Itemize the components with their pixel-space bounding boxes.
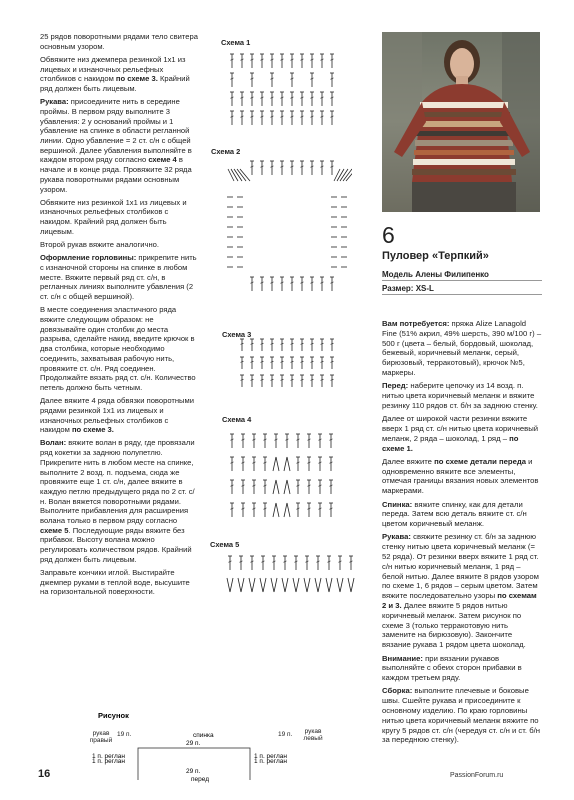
text: вяжите волан в ряду, где провязали ряд кокетки за заднюю полупетлю. Прикрепите нить в любом месте на спинке, выполните 2 возд. п. подъема, сюда же провяжите еще 1 ст. с/н, далее вяжите в каждую петлю предыдущего ряда по 2 ст. с/н. Волан вяжется поворотными рядами. Выполните прибавления для расширения волана только в первом ряду согласно xyxy=(40,438,195,526)
stitch-mark xyxy=(227,578,230,592)
stitch-mark xyxy=(276,480,279,494)
bold-text: Волан: xyxy=(40,438,67,448)
stitch-mark xyxy=(318,578,321,592)
text: 25 рядов поворотными рядами тело свитера основным узором. xyxy=(40,32,198,51)
text: Крайний ряд должен быть лицевым. xyxy=(40,74,190,94)
scheme-5-title: Схема 5 xyxy=(210,540,240,549)
stitch-mark xyxy=(273,503,276,517)
pattern-sleeve-left: рукав левый xyxy=(303,728,323,742)
size-value: XS-L xyxy=(413,284,434,293)
stitch-mark xyxy=(252,578,255,592)
paragraph xyxy=(382,500,542,529)
stitch-mark xyxy=(287,480,290,494)
text: . Последующие ряды вяжите без прибавок. Высоту волана можно регулировать количеством рядов. Крайний ряд должен быть лицевым. xyxy=(40,525,192,564)
text: свяжите резинку ст. б/н за заднюю стенку нитью цвета коричневый меланж (= 52 ряда). От резинки вверх вяжите 1 ряд ст. с/н нитью коричневый меланж, 1 ряд – белой нитью. Далее вяжите 8 рядов узором по схеме 1, 6 рядов – серым цветом. Затем вяжите последовательно узоры xyxy=(382,532,539,601)
bold-text: по схеме 3. xyxy=(71,425,114,435)
text: при вязании рукавов выполняйте с обеих сторон прибавки в каждом третьем ряду. xyxy=(382,653,522,683)
stitch-mark xyxy=(334,169,340,181)
text: в начале и в конце ряда. Провяжите 32 ряда рукава поворотными рядами основным узором. xyxy=(40,155,192,194)
stitch-mark xyxy=(284,480,287,494)
text: Заправьте кончики иглой. Выстирайте джемпер руками в теплой воде, высушите на горизонтальной поверхности. xyxy=(40,568,190,597)
text: Обвяжите низ джемпера резинкой 1х1 из лицевых и изнаночных рельефных столбиков с накидом xyxy=(40,54,186,84)
pattern-left-bottom: 1 п. реглан xyxy=(92,758,126,765)
stitch-mark xyxy=(284,457,287,471)
stitch-mark xyxy=(241,578,244,592)
paragraph xyxy=(40,253,200,302)
pattern-diagram-lower xyxy=(88,755,328,800)
paragraph xyxy=(40,97,200,194)
article-size xyxy=(382,284,434,293)
stitch-mark xyxy=(273,480,276,494)
bold-text: схеме 4 xyxy=(148,155,177,165)
stitch-mark xyxy=(273,457,276,471)
pattern-front-label: перед xyxy=(191,776,210,783)
bold-text: по схеме детали переда xyxy=(434,456,526,466)
bold-text: Вам потребуется: xyxy=(382,319,450,328)
paragraph xyxy=(382,457,542,496)
text: вяжите спинку, как для детали переда. Затем всю деталь вяжите ст. с/н цветом коричневый меланж. xyxy=(382,499,527,529)
pattern-right-bottom: 1 п. реглан xyxy=(254,758,288,765)
article-model: Модель Алены Филипенко xyxy=(382,270,489,279)
scheme-3-chart xyxy=(238,335,348,395)
stitch-mark xyxy=(260,578,263,592)
paragraph xyxy=(382,319,542,378)
text: Далее вяжите xyxy=(382,456,435,466)
stitch-mark xyxy=(348,578,351,592)
text: наберите цепочку из 14 возд. п. нитью цвета коричневый меланж и вяжите резинку 110 рядов ст. б/н за заднюю стенку. xyxy=(382,381,538,410)
text: Второй рукав вяжите аналогично. xyxy=(40,240,160,250)
scheme-2-title: Схема 2 xyxy=(211,147,241,156)
stitch-mark xyxy=(230,578,233,592)
bold-text: Рукава: xyxy=(382,532,411,542)
text: Далее от широкой части резинки вяжите вверх 1 ряд ст. с/н нитью цвета коричневый меланж, 2 ряда – шоколад, 1 ряд – xyxy=(382,414,539,443)
model-photo xyxy=(382,32,540,212)
stitch-mark xyxy=(284,503,287,517)
stitch-mark xyxy=(326,578,329,592)
stitch-mark xyxy=(228,169,234,181)
pattern-right-top: 1 п. реглан xyxy=(254,753,288,760)
article-title: Пуловер «Терпкий» xyxy=(382,250,489,262)
paragraph xyxy=(382,414,542,453)
pattern-left-top: 1 п. реглан xyxy=(92,753,126,760)
text: Обвяжите низ резинкой 1х1 из лицевых и изнаночных рельефных столбиков с накидом. Крайний ряд должен быть лицевым. xyxy=(40,197,187,236)
pattern-right-count: 19 п. xyxy=(278,731,293,738)
stitch-mark xyxy=(263,578,266,592)
paragraph xyxy=(40,32,200,51)
stitch-mark xyxy=(287,457,290,471)
paragraph xyxy=(382,654,542,683)
bold-text: Перед: xyxy=(382,381,409,391)
stitch-mark xyxy=(249,578,252,592)
stitch-mark xyxy=(340,578,343,592)
scheme-4-title: Схема 4 xyxy=(222,415,252,424)
paragraph xyxy=(40,568,200,597)
stitch-mark xyxy=(329,578,332,592)
text: пряжа Alize Lanagold Fine (51% акрил, 49% шерсть, 390 м/100 г) – 500 г (цвета – белый, бордовый, шоколад, бежевый, коричневый меланж, серый, бирюзовый, терракотовый), крючок №5, маркеры. xyxy=(382,319,542,377)
stitch-mark xyxy=(337,169,344,181)
stitch-mark xyxy=(293,578,296,592)
paragraph xyxy=(40,396,200,435)
stitch-mark xyxy=(315,578,318,592)
text: Далее вяжите 4 ряда обвязки поворотными рядами резинкой 1х1 из лицевых и изнаночных рельефных столбиков с накидом xyxy=(40,396,194,435)
bold-text: схеме 5 xyxy=(40,525,69,535)
stitch-mark xyxy=(307,578,310,592)
page-number: 16 xyxy=(38,768,51,780)
text: выполните плечевые и боковые швы. Сшейте рукава и присоедините к основному изделию. По краю горловины нитью цвета коричневый меланж вяжите по кругу 5 рядов ст. с/н (чередуя ст. с/н и ст. б/н за переднюю стенку). xyxy=(382,686,540,745)
bold-text: Рукава: xyxy=(40,97,69,107)
bold-text: Спинка: xyxy=(382,499,413,509)
pattern-bottom-count: 29 п. xyxy=(186,768,201,775)
article-number: 6 xyxy=(382,222,395,248)
stitch-mark xyxy=(282,578,285,592)
stitch-mark xyxy=(337,578,340,592)
pattern-sleeve-right: рукав правый xyxy=(89,730,113,744)
scheme-3-title: Схема 3 xyxy=(222,330,252,339)
paragraph xyxy=(40,438,200,564)
size-label: Размер: xyxy=(382,284,414,293)
stitch-mark xyxy=(271,578,274,592)
stitch-mark xyxy=(287,503,290,517)
bold-text: по схеме 3. xyxy=(115,74,158,84)
bold-text: Сборка: xyxy=(382,686,413,696)
pattern-left-count: 19 п. xyxy=(117,731,132,738)
stitch-mark xyxy=(238,578,241,592)
stitch-mark xyxy=(274,578,277,592)
paragraph xyxy=(382,532,542,650)
text: прикрепите нить с изнаночной стороны на спинке в любом месте. Вяжите первый ряд ст. с/н, в регланных линиях выполните убавления (2 ст. с/н с общей вершиной). xyxy=(40,253,197,302)
paragraph xyxy=(382,381,542,410)
pattern-top-count: 29 п. xyxy=(186,740,201,747)
scheme-1-title: Схема 1 xyxy=(221,38,251,47)
text: Далее вяжите 5 рядов нитью коричневый меланж. Затем рисунок по схеме 3 (только терракотовую нить замените на бирюзовую). Закончите вязание рукава 1 рядом цвета шоколад. xyxy=(382,601,526,650)
watermark: PassionForum.ru xyxy=(450,772,504,779)
scheme-1-chart xyxy=(226,50,346,130)
paragraph xyxy=(40,305,200,392)
paragraph xyxy=(40,198,200,237)
bold-text: Внимание: xyxy=(382,653,423,663)
scheme-5-chart xyxy=(226,552,366,612)
paragraph xyxy=(382,686,542,745)
right-text-column xyxy=(382,319,542,749)
pattern-title: Рисунок xyxy=(98,711,129,720)
bold-text: по схемам 2 и 3. xyxy=(382,591,537,611)
paragraph xyxy=(40,240,200,250)
pattern-back-label: спинка xyxy=(193,732,214,739)
stitch-mark xyxy=(276,503,279,517)
scheme-4-chart xyxy=(226,430,346,530)
divider xyxy=(382,294,542,295)
bold-text: по схеме 1. xyxy=(382,433,519,453)
divider xyxy=(382,280,542,281)
text: В месте соединения эластичного ряда вяжите следующим образом: не довязывайте один столбик до места разрыва, сделайте накид, введите крючок в два столбика, которые необходимо соединить, захватывая рабочую нить, провяжите ст. с/н. Ряд соединен. Продолжайте вязать ряд ст. с/н. Количество петель должно быть четным. xyxy=(40,305,196,392)
bold-text: Оформление горловины: xyxy=(40,253,137,263)
paragraph xyxy=(40,55,200,94)
stitch-mark xyxy=(351,578,354,592)
left-text-column xyxy=(40,32,200,601)
scheme-2-chart xyxy=(222,157,352,297)
stitch-mark xyxy=(276,457,279,471)
text: присоедините нить в середине проймы. В первом ряду выполните 3 убавления: 2 у оснований проймы и 1 убавление на спинке в области регланной линии. Одно убавление = 2 ст. с/н с общей вершиной. Далее убавления выполняйте в каждом втором ряду согласно xyxy=(40,97,192,165)
stitch-mark xyxy=(285,578,288,592)
text: и одновременно вяжите все элементы, отмечая границы вязания новых элементов маркерами. xyxy=(382,456,539,496)
stitch-mark xyxy=(296,578,299,592)
stitch-mark xyxy=(304,578,307,592)
stitch-mark xyxy=(231,169,238,181)
